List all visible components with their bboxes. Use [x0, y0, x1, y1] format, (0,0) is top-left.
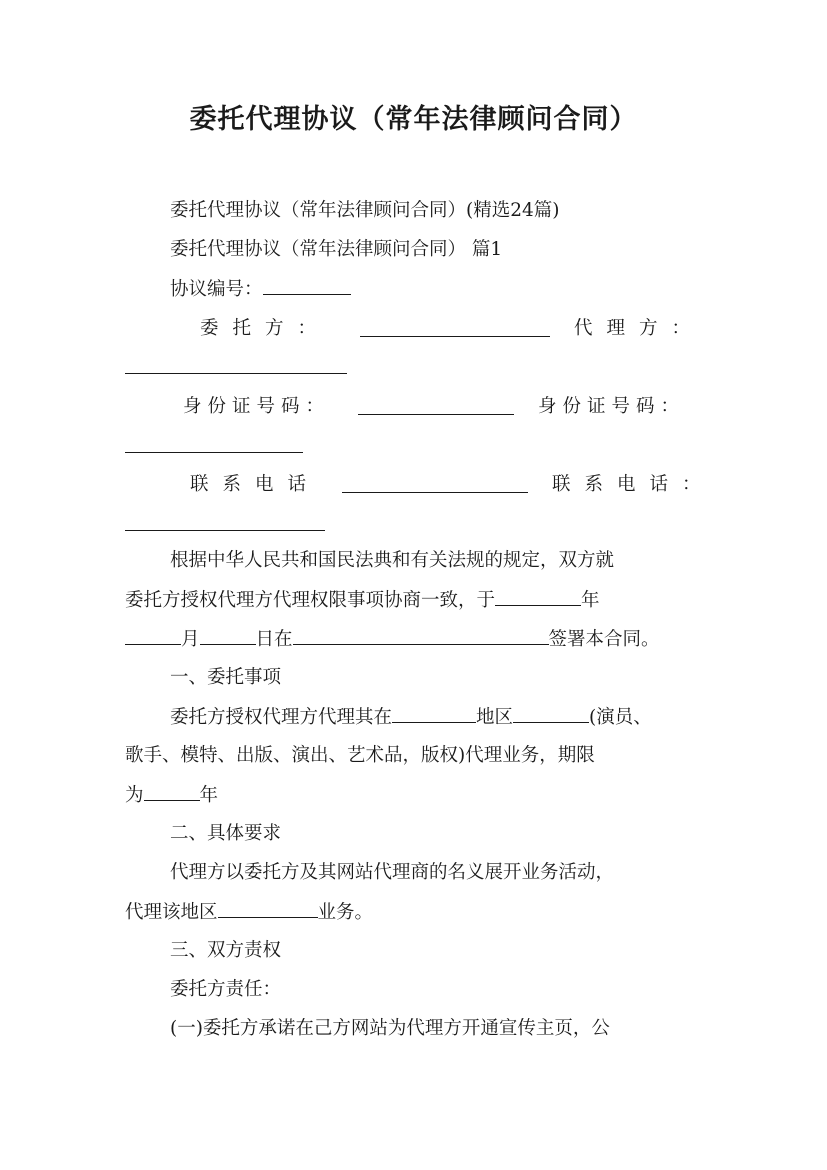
client-label: 委托方： — [200, 318, 331, 339]
agent-id-label: 身份证号码： — [538, 396, 686, 417]
intro-line-1: 根据中华人民共和国民法典和有关法规的规定，双方就 — [170, 550, 615, 571]
agreement-number-blank — [263, 276, 351, 295]
agent-id-blank — [125, 451, 303, 453]
client-phone-label: 联系电话 — [190, 474, 321, 495]
intro-month-blank — [125, 626, 181, 645]
section-1-heading: 一、委托事项 — [170, 667, 282, 688]
intro-place-blank — [293, 626, 549, 645]
intro-year-blank — [495, 587, 581, 606]
intro-day-blank — [200, 626, 256, 645]
section-1-text-b: 地区 — [476, 707, 514, 728]
client-duty-line-1: (一)委托方承诺在己方网站为代理方开通宣传主页，公 — [170, 1018, 610, 1039]
section-3-heading: 三、双方责权 — [170, 940, 282, 961]
client-id-label: 身份证号码： — [183, 396, 331, 417]
document-subtitle: 委托代理协议（常年法律顾问合同）(精选24篇) — [170, 200, 560, 221]
section-1-text-a: 委托方授权代理方代理其在 — [170, 707, 393, 728]
intro-line-3 — [125, 626, 660, 653]
intro-month-unit: 月 — [181, 629, 200, 650]
client-blank — [360, 335, 550, 337]
section-1-line-3 — [125, 782, 218, 809]
client-phone-blank — [342, 491, 528, 493]
agent-phone-blank — [125, 529, 325, 531]
document-title: 委托代理协议（常年法律顾问合同） — [189, 104, 638, 135]
intro-line-2 — [125, 587, 600, 614]
intro-line-2-text: 委托方授权代理方代理权限事项协商一致，于 — [125, 590, 496, 611]
agent-blank — [125, 372, 347, 374]
section-1-term-text: 为 — [125, 785, 144, 806]
section-1-region-blank — [392, 704, 476, 723]
section-1-line-1 — [170, 704, 652, 731]
section-1-line-2: 歌手、模特、出版、演出、艺术品，版权)代理业务，期限 — [125, 745, 595, 766]
agreement-number-row — [170, 276, 351, 303]
client-duty-heading: 委托方责任： — [170, 979, 282, 1000]
section-1-term-blank — [144, 782, 200, 801]
agreement-number-label: 协议编号： — [170, 279, 263, 300]
section-2-text-a: 代理该地区 — [125, 902, 218, 923]
section-2-line-1: 代理方以委托方及其网站代理商的名义展开业务活动， — [170, 862, 615, 883]
intro-day-unit: 日在 — [255, 629, 293, 650]
section-2-heading: 二、具体要求 — [170, 823, 282, 844]
section-1-business-blank — [513, 704, 589, 723]
article-heading: 委托代理协议（常年法律顾问合同） 篇1 — [170, 239, 503, 260]
intro-sign-text: 签署本合同。 — [548, 629, 660, 650]
agent-label: 代理方： — [574, 318, 705, 339]
client-id-blank — [358, 413, 514, 415]
intro-year-unit: 年 — [581, 590, 600, 611]
section-2-blank — [218, 899, 318, 918]
section-2-text-b: 业务。 — [317, 902, 374, 923]
section-1-term-unit: 年 — [199, 785, 219, 806]
section-1-text-c: (演员、 — [589, 707, 652, 728]
section-2-line-2 — [125, 899, 373, 926]
agent-phone-label: 联系电话： — [552, 474, 715, 495]
